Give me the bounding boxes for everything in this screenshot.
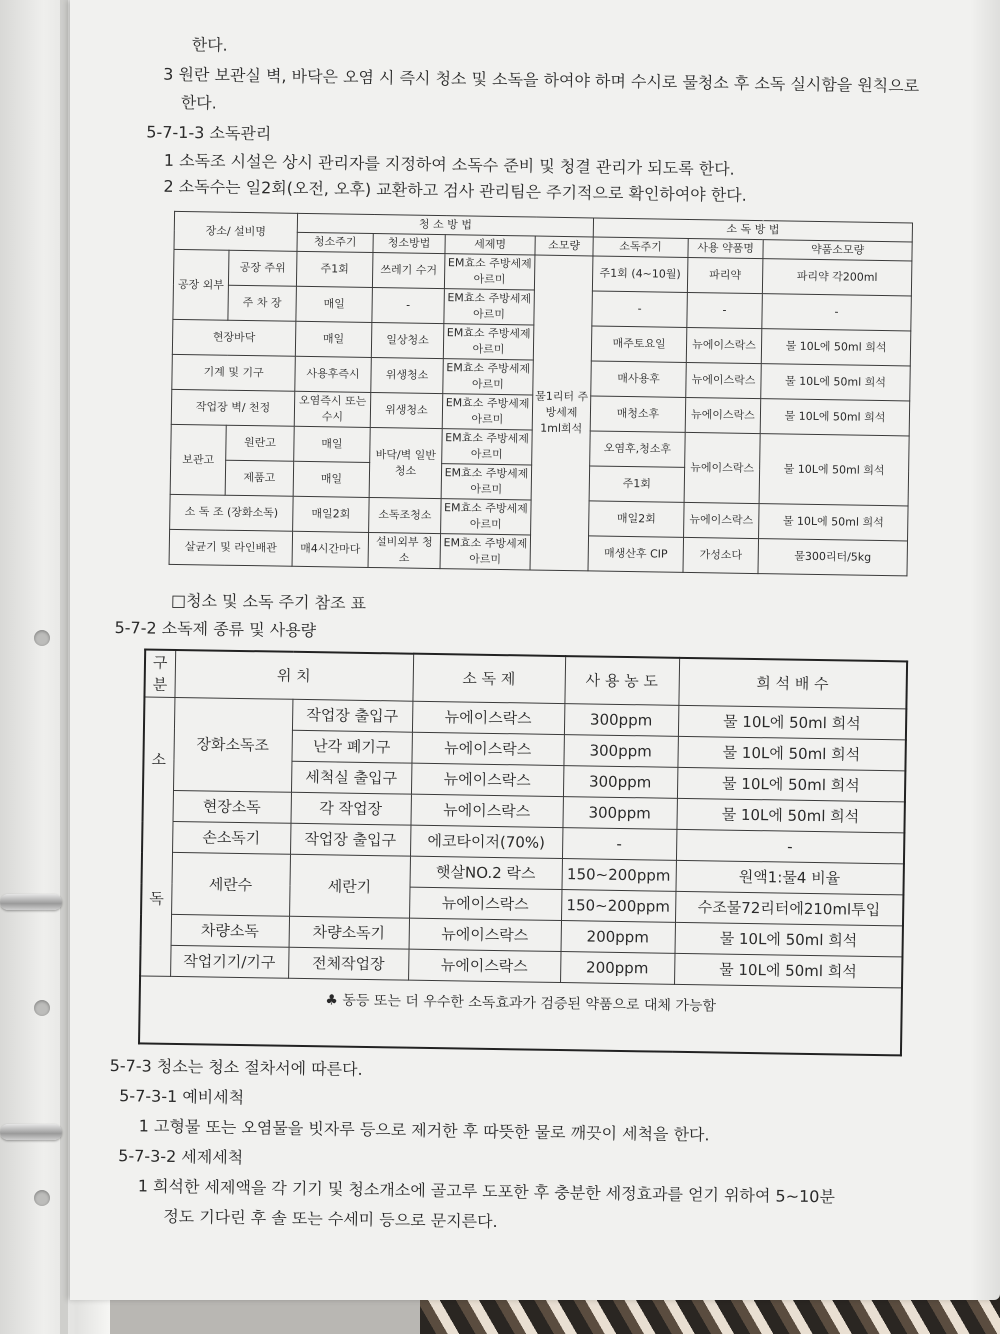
cell-disinfect-cycle: 오염후,청소후	[590, 431, 686, 467]
cell-concentration: 300ppm	[563, 766, 677, 799]
cell-location: 전체작업장	[288, 947, 408, 980]
cell-concentration: 150~200ppm	[561, 859, 675, 892]
header-drug-name: 사용 약품명	[688, 238, 763, 258]
table-note: ♣ 동등 또는 더 우수한 소독효과가 검증된 약품으로 대체 가능함	[139, 976, 902, 1055]
cell-clean-cycle: 사용후즉시	[295, 356, 372, 392]
cell-clean-way: 바닥/벽 일반청소	[369, 427, 442, 498]
side-label-dok: 독	[140, 821, 172, 976]
header-clean-way: 청소방법	[373, 234, 445, 254]
cell-place: 현장바닥	[172, 319, 296, 356]
header-consumption: 소모량	[535, 236, 593, 256]
cell-detergent: EM효소 주방세제아르미	[443, 359, 534, 395]
cell-group: 세란수	[171, 852, 290, 916]
cell-place: 살균기 및 라인배관	[169, 529, 293, 566]
text-line: 3 원란 보관실 벽, 바닥은 오염 시 즉시 청소 및 소독을 하여야 하며 수시로 물청소 후 소독 실시함을 원칙으로	[163, 64, 920, 96]
cell-clean-cycle: 매일	[295, 321, 372, 357]
cell-agent: 뉴에이스락스	[409, 887, 561, 920]
cell-clean-cycle: 매4시간마다	[292, 531, 369, 567]
cell-disinfect-cycle: 매사용후	[591, 361, 687, 397]
cell-location: 난각 폐기구	[291, 730, 411, 763]
cell-dilution: -	[676, 829, 904, 864]
cell-agent: 뉴에이스락스	[408, 949, 560, 982]
cell-clean-way: 소독조청소	[369, 497, 442, 533]
cell-concentration: 300ppm	[564, 704, 678, 737]
header-detergent: 세제명	[445, 235, 535, 255]
text-line: 1 소독조 시설은 상시 관리자를 지정하여 소독수 준비 및 청결 관리가 되도록 한다.	[163, 150, 735, 179]
cell-disinfect-cycle: 매생산후 CIP	[588, 536, 684, 572]
cell-dilution: 원액1:물4 비율	[675, 860, 903, 895]
cell-agent: 뉴에이스락스	[409, 918, 561, 951]
cell-amount: 물 10L에 50ml 희석	[760, 399, 910, 436]
cell-clean-way: 쓰레기 수거	[372, 253, 445, 289]
cell-drug: 가성소다	[683, 537, 759, 573]
cell-location: 각 작업장	[290, 792, 410, 825]
cell-detergent: EM효소 주방세제아르미	[443, 324, 534, 360]
cell-disinfect-cycle: 매주토요일	[591, 326, 687, 362]
header-agent: 소 독 제	[412, 654, 565, 704]
text-line: 한다.	[180, 92, 217, 113]
cell-agent: 뉴에이스락스	[412, 701, 564, 734]
text-line: 한다.	[191, 35, 228, 55]
page-content	[100, 26, 980, 1299]
cell-clean-cycle: 주1회	[296, 251, 373, 287]
cell-place: 기계 및 기구	[172, 354, 296, 391]
punch-hole	[34, 630, 50, 646]
cell-dilution: 물 10L에 50ml 희석	[677, 767, 905, 802]
cell-amount: 물 10L에 50ml 희석	[759, 434, 909, 506]
cell-agent: 햇살NO.2 락스	[410, 856, 562, 889]
cell-concentration: 200ppm	[561, 921, 675, 954]
cell-clean-way: 위생청소	[371, 357, 444, 393]
text-line: 2 소독수는 일2회(오전, 오후) 교환하고 검사 관리팀은 주기적으로 확인하여야 한다.	[163, 176, 747, 205]
cell-drug: 뉴에이스락스	[684, 432, 760, 503]
header-clean-method: 청 소 방 법	[297, 213, 593, 237]
cell-place: 공장 주위	[228, 250, 297, 286]
cell-clean-cycle: 매일	[293, 461, 370, 497]
punch-hole	[34, 1190, 50, 1206]
header-place: 장소/ 설비명	[174, 211, 298, 251]
cell-amount: 물 10L에 50ml 희석	[761, 364, 911, 401]
cell-group: 작업기기/기구	[170, 945, 288, 978]
cell-disinfect-cycle: 주1회 (4~10월)	[592, 256, 688, 292]
cell-amount: 물300리터/5kg	[758, 539, 908, 576]
header-concentration: 사 용 농 도	[564, 656, 679, 705]
cell-drug: 뉴에이스락스	[686, 362, 762, 398]
cell-place: 소 독 조 (장화소독)	[170, 494, 294, 531]
cell-place: 제품고	[225, 460, 294, 496]
cell-disinfect-cycle: 매청소후	[590, 396, 686, 432]
cell-detergent: EM효소 주방세제아르미	[444, 289, 535, 325]
header-drug-amount: 약품소모량	[763, 240, 912, 261]
header-gubun: 구 분	[144, 649, 175, 697]
cell-place: 작업장 벽/ 천정	[171, 389, 295, 426]
cell-disinfect-cycle: -	[592, 291, 688, 327]
section-heading: 5-7-2 소독제 종류 및 사용량	[114, 617, 317, 641]
cell-drug: 파리약	[687, 257, 763, 293]
side-label-so: 소	[143, 697, 175, 821]
cell-agent: 뉴에이스락스	[411, 763, 563, 796]
cell-concentration: 300ppm	[562, 797, 676, 830]
cell-group: 장화소독조	[173, 697, 292, 792]
section-heading: 5-7-3-2 세제세척	[118, 1146, 244, 1168]
header-disinfect-method: 소 독 방 법	[593, 218, 912, 242]
cell-dilution: 물 10L에 50ml 희석	[674, 953, 902, 988]
text-line: 1 고형물 또는 오염물을 빗자루 등으로 제거한 후 따뜻한 물로 깨끗이 세척을 한다.	[138, 1116, 710, 1145]
table-caption: □청소 및 소독 주기 참조 표	[170, 590, 367, 613]
header-disinfect-cycle: 소독주기	[593, 237, 688, 257]
cell-concentration: 300ppm	[563, 735, 677, 768]
cleaning-schedule-table	[169, 211, 913, 577]
cell-group: 차량소독	[171, 914, 289, 947]
cell-amount: 파리약 각200ml	[762, 259, 912, 296]
cell-clean-way: 일상청소	[371, 322, 444, 358]
cell-concentration: -	[562, 828, 676, 861]
cell-dilution: 물 10L에 50ml 희석	[676, 798, 904, 833]
cell-agent: 뉴에이스락스	[410, 794, 562, 827]
cell-agent: 뉴에이스락스	[411, 732, 563, 765]
cell-dilution: 물 10L에 50ml 희석	[675, 922, 903, 957]
cell-dilution: 수조물72리터에210ml투입	[675, 891, 903, 926]
cell-drug: 뉴에이스락스	[686, 327, 762, 363]
cell-detergent: EM효소 주방세제아르미	[441, 499, 532, 535]
section-heading: 5-7-3 청소는 청소 절차서에 따른다.	[109, 1055, 363, 1079]
cell-location: 차량소독기	[289, 916, 409, 949]
cell-amount: 물 10L에 50ml 희석	[761, 329, 911, 366]
cell-place: 주 차 장	[228, 285, 297, 321]
cell-clean-way: 위생청소	[370, 392, 443, 428]
binder-ring-bottom	[0, 1124, 62, 1140]
cell-amount: 물 10L에 50ml 희석	[759, 504, 909, 541]
cell-dilution: 물 10L에 50ml 희석	[677, 736, 905, 771]
cell-location: 세척실 출입구	[291, 761, 411, 794]
cell-group: 현장소독	[173, 790, 291, 823]
cell-disinfect-cycle: 매일2회	[589, 501, 685, 537]
section-heading: 5-7-1-3 소독관리	[146, 122, 272, 144]
section-heading: 5-7-3-1 예비세척	[119, 1086, 245, 1108]
cell-group: 보관고	[170, 424, 226, 495]
cell-detergent: EM효소 주방세제아르미	[444, 254, 535, 290]
cell-location: 세란기	[289, 854, 410, 918]
cell-clean-cycle: 매일	[294, 426, 371, 462]
cell-detergent: EM효소 주방세제아르미	[440, 534, 531, 570]
cell-concentration: 200ppm	[560, 952, 674, 985]
cell-concentration: 150~200ppm	[561, 890, 675, 923]
cell-detergent: EM효소 주방세제아르미	[441, 464, 532, 500]
cell-agent: 에코타이저(70%)	[410, 825, 562, 858]
cell-detergent: EM효소 주방세제아르미	[442, 429, 533, 465]
header-clean-cycle: 청소주기	[297, 232, 373, 252]
cell-drug: -	[687, 292, 763, 328]
header-dilution: 희 석 배 수	[678, 658, 907, 709]
text-line: 정도 기다린 후 솔 또는 수세미 등으로 문지른다.	[163, 1206, 498, 1232]
cell-dilution: 물 10L에 50ml 희석	[678, 705, 906, 740]
cell-clean-way: -	[372, 287, 445, 323]
cell-drug: 뉴에이스락스	[685, 397, 761, 433]
cell-clean-way: 설비외부 청소	[368, 532, 441, 568]
disinfectant-table	[138, 648, 908, 1056]
cell-place: 원란고	[226, 425, 295, 461]
cell-amount: -	[762, 294, 912, 331]
cell-location: 작업장 출입구	[292, 699, 412, 732]
cell-drug: 뉴에이스락스	[684, 502, 760, 538]
cell-detergent: EM효소 주방세제아르미	[442, 394, 533, 430]
header-location: 위 치	[174, 650, 413, 701]
punch-hole	[34, 1000, 50, 1016]
cell-clean-cycle: 매일	[296, 286, 373, 322]
text-line: 1 희석한 세제액을 각 기기 및 청소개소에 골고루 도포한 후 충분한 세정효과를 얻기 위하여 5~10분	[137, 1176, 836, 1207]
cell-disinfect-cycle: 주1회	[589, 466, 685, 502]
cell-group: 공장 외부	[173, 249, 229, 320]
cell-clean-cycle: 매일2회	[293, 496, 370, 532]
cell-consumption: 물1리터 주방세제 1ml희석	[530, 255, 593, 571]
cell-location: 작업장 출입구	[290, 823, 410, 856]
cell-group: 손소독기	[172, 821, 290, 854]
binder-ring-top	[0, 894, 62, 910]
cell-clean-cycle: 오염즉시 또는 수시	[294, 391, 371, 427]
